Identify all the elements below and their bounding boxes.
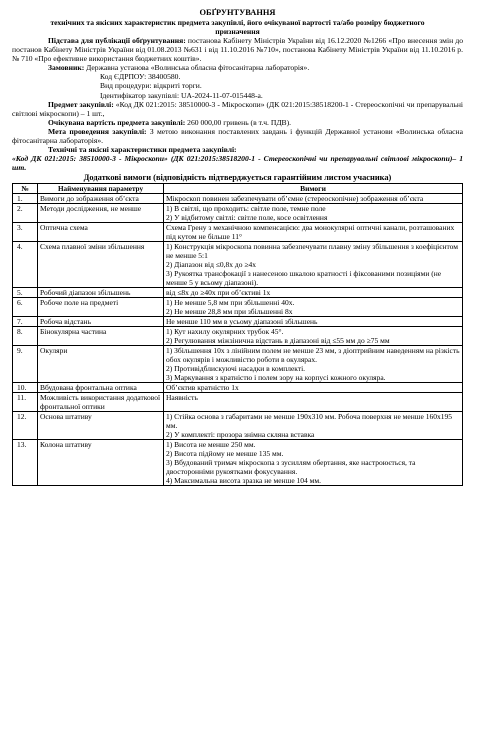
row-requirements — [164, 412, 463, 440]
cost-label: Очікувана вартість предмета закупівлі: — [48, 117, 186, 127]
requirement-line: 3) Маркування з кратністю і полем зору на корпусі кожного окуляра. — [166, 373, 386, 383]
requirement-line: 1) Висота не менше 250 мм. — [166, 440, 256, 450]
row-parameter: Вимоги до зображення об’єкта — [38, 194, 164, 204]
header-requirements: Вимоги — [164, 184, 463, 194]
subject-text: «Код ДК 021:2015: 38510000-3 - Мікроскопи» (ДК 021:2015:38518200-1 - Стереоскопічні чи препарувальні світлові мікроскопи) – 1 шт., — [12, 99, 464, 118]
customer-paragraph — [12, 63, 463, 72]
row-number: 6. — [13, 298, 38, 317]
basis-paragraph — [12, 36, 463, 63]
row-parameter: Можливість використання додаткової фронтальної оптики — [38, 393, 164, 412]
requirement-line: 1) Не менше 5,8 мм при збільшенні 40х. — [166, 298, 295, 308]
row-parameter: Методи дослідження, не менше — [38, 204, 164, 223]
table-row — [13, 298, 463, 317]
header-number: № — [13, 184, 38, 194]
row-number: 12. — [13, 412, 38, 440]
table-row — [13, 223, 463, 242]
requirement-line: 2) Регулювання міжзінична відстань в діапазоні від ≤55 мм до ≥75 мм — [166, 336, 390, 346]
requirement-line: 1) Збільшення 10х з лінійним полем не менше 23 мм, з діоптрийним наведенням на різкість обох окулярів і можливістю роботи в окулярах. — [166, 346, 460, 365]
table-body — [13, 194, 463, 486]
basis-text: постанова Кабінету Міністрів України від 16.12.2020 №1266 «Про внесення змін до постанов Кабінету Міністрів України від 01.08.2013 №631 і від 11.10.2016 №710», постанова Кабінету Міністрів України від 11.10.2016 р. № 710 «Про ефективне використання бюджетних коштів». — [12, 36, 463, 64]
requirement-line: 2) Діапазон від ≤0,8х до ≥4х — [166, 260, 256, 270]
requirement-line: 2) У комплекті: прозора знімна скляна вставка — [166, 430, 315, 440]
doc-subtitle: технічних та якісних характеристик предмета закупівлі, його очікуваної вартості та/або розміру бюджетного призначення — [50, 18, 425, 36]
tech-label: Технічні та якісні характеристики предмета закупівлі: — [48, 145, 237, 155]
row-requirements — [164, 346, 463, 383]
row-number: 4. — [13, 242, 38, 288]
row-number: 13. — [13, 440, 38, 486]
section-title: Додаткові вимоги (відповідність підтверджується гарантійним листом учасника) — [83, 173, 392, 183]
row-requirements — [164, 204, 463, 223]
row-parameter: Вбудована фронтальна оптика — [38, 383, 164, 393]
row-number: 8. — [13, 327, 38, 346]
row-requirements — [164, 298, 463, 317]
row-parameter: Окуляри — [38, 346, 164, 383]
table-row — [13, 327, 463, 346]
requirement-line: 1) Стійка основа з габаритами не менше 190х310 мм. Робоча поверхня не менше 160х195 мм. — [166, 412, 452, 431]
requirement-line: 4) Максимальна висота зразка не менше 104 мм. — [166, 476, 322, 486]
table-row — [13, 204, 463, 223]
cost-text: 260 000,00 гривень (в т.ч. ПДВ). — [185, 117, 291, 127]
row-parameter: Робоче поле на предметі — [38, 298, 164, 317]
requirement-line: 1) Конструкція мікроскопа повинна забезпечувати плавну зміну збільшення з коефіцієнтом не менше 5:1 — [166, 242, 459, 261]
table-row — [13, 440, 463, 486]
row-number: 5. — [13, 288, 38, 298]
identifier-line: Ідентифікатор закупівлі: UA-2024-11-07-015448-a. — [100, 90, 263, 100]
row-number: 9. — [13, 346, 38, 383]
row-requirements — [164, 194, 463, 204]
cost-paragraph — [12, 118, 463, 127]
basis-label: Підстава для публікації обґрунтування: — [48, 36, 186, 45]
table-header-row — [13, 184, 463, 194]
requirement-line: 3) Вбудований тримач мікроскопа з зусиллям обертання, яке настроюється, та двосторонніми рукоятками фокусування. — [166, 458, 416, 477]
row-requirements — [164, 242, 463, 288]
doc-title: ОБҐРУНТУВАННЯ — [199, 8, 276, 17]
row-number: 3. — [13, 223, 38, 242]
row-number: 10. — [13, 383, 38, 393]
goal-text: З метою виконання поставлених завдань і функцій Державної установи «Волинська обласна фітосанітарна лабораторія». — [12, 126, 463, 146]
row-number: 11. — [13, 393, 38, 412]
customer-text: Державна установа «Волинська обласна фітосанітарна лабораторія». — [84, 63, 310, 73]
table-row — [13, 288, 463, 298]
requirement-line: 1) В світлі, що проходить: світле поле, темне поле — [166, 204, 326, 214]
edrpou-line: Код ЄДРПОУ: 38400580. — [100, 72, 181, 82]
requirement-line: 2) Противідблискуючі насадки в комплекті. — [166, 364, 306, 374]
row-requirements — [164, 223, 463, 242]
goal-paragraph — [12, 127, 463, 145]
table-row — [13, 242, 463, 288]
row-parameter: Бінокулярна частина — [38, 327, 164, 346]
table-row — [13, 317, 463, 327]
row-requirements — [164, 317, 463, 327]
row-parameter: Оптична схема — [38, 223, 164, 242]
tech-text: «Код ДК 021:2015: 38510000-3 - Мікроскопи» (ДК 021:2015:38518200-1 - Стереоскопічні чи препарувальні світлові мікроскопи)– 1 шт. — [12, 154, 463, 173]
requirement-line: Об’єктив кратністю 1х — [166, 383, 239, 393]
requirement-line: 3) Рукоятка трансфокації з нанесеною шкалою кратності і фіксованими позиціями (не менше 5 у всьому діапазоні). — [166, 269, 442, 288]
row-parameter: Основа штативу — [38, 412, 164, 440]
goal-label: Мета проведення закупівлі: — [48, 126, 147, 136]
requirement-line: Мікроскоп повинен забезпечувати об’ємне (стереоскопічне) зображення об’єкта — [166, 194, 424, 204]
row-number: 1. — [13, 194, 38, 204]
requirements-table — [12, 183, 463, 486]
customer-label: Замовник: — [48, 63, 85, 73]
row-requirements — [164, 288, 463, 298]
table-row — [13, 194, 463, 204]
row-requirements — [164, 393, 463, 412]
row-number: 7. — [13, 317, 38, 327]
requirement-line: Не менше 110 мм в усьому діапазоні збільшень — [166, 317, 318, 327]
row-number: 2. — [13, 204, 38, 223]
requirement-line: 2) Висота підйому не менше 135 мм. — [166, 449, 284, 459]
row-requirements — [164, 383, 463, 393]
row-parameter: Схема плавної зміни збільшення — [38, 242, 164, 288]
table-row — [13, 346, 463, 383]
procedure-line: Вид процедури: відкриті торги. — [100, 81, 202, 91]
row-parameter: Робоча відстань — [38, 317, 164, 327]
row-parameter: Колона штативу — [38, 440, 164, 486]
subject-paragraph — [12, 100, 463, 118]
requirement-line: Наявність — [166, 393, 198, 403]
requirement-line: 2) У відбитому світлі: світле поле, косе освітлення — [166, 213, 328, 223]
requirement-line: 1) Кут нахилу окулярних трубок 45°. — [166, 327, 284, 337]
table-row — [13, 412, 463, 440]
table-row — [13, 383, 463, 393]
requirement-line: від ≤8х до ≥40х при об’єктиві 1х — [166, 288, 271, 298]
row-parameter: Робочий діапазон збільшень — [38, 288, 164, 298]
requirement-line: 2) Не менше 28,8 мм при збільшенні 8х — [166, 307, 293, 317]
requirement-line: Схема Грену з механічною компенсацією: два монокулярні оптичні канали, розташованих під кутом не більше 11° — [166, 223, 455, 242]
table-row — [13, 393, 463, 412]
subject-label: Предмет закупівлі: — [48, 99, 114, 109]
row-requirements — [164, 327, 463, 346]
header-parameter: Найменування параметру — [38, 184, 164, 194]
row-requirements — [164, 440, 463, 486]
